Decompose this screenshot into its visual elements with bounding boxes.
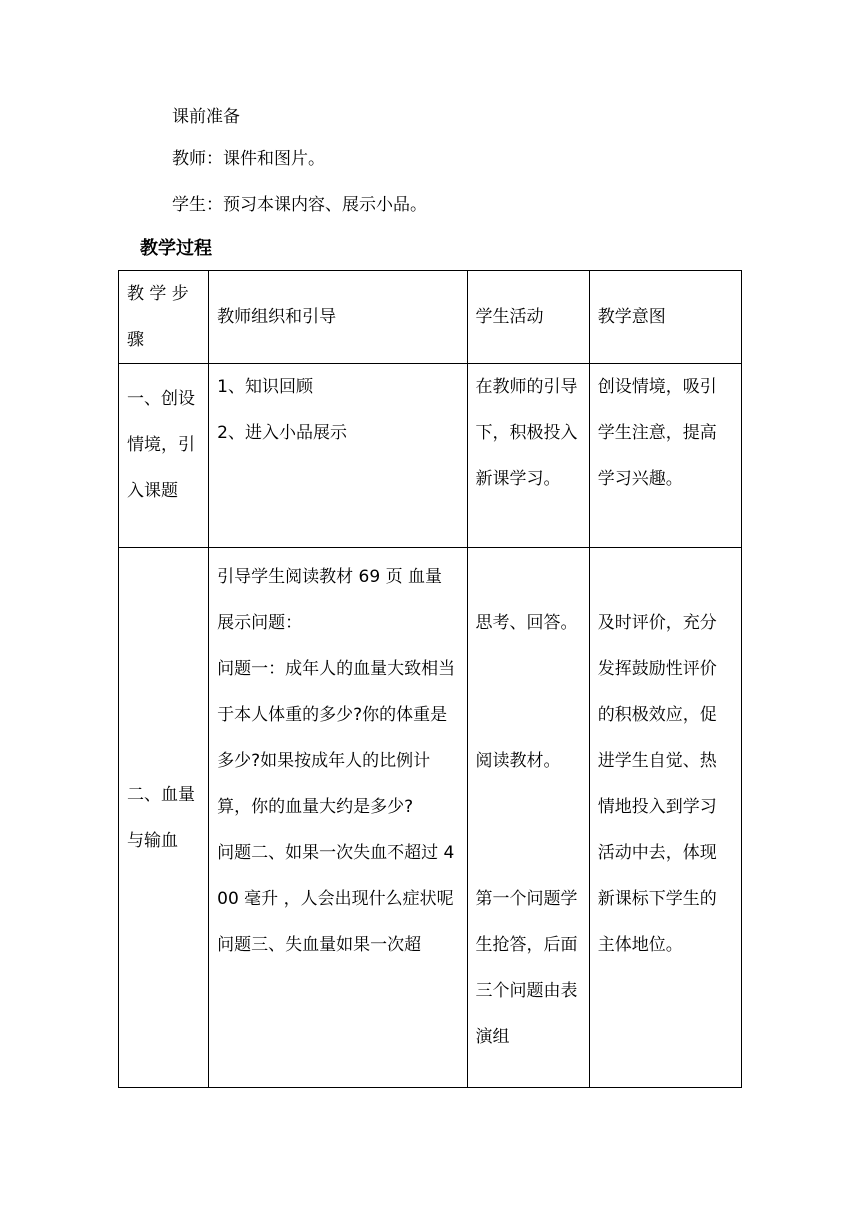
prep-title: 课前准备 xyxy=(172,107,240,127)
header-guide: 教师组织和引导 xyxy=(209,271,467,364)
row2-step: 二、血量与输血 xyxy=(119,548,209,1088)
header-activity: 学生活动 xyxy=(467,271,589,364)
row2-activity-line: 思考、回答。 xyxy=(475,613,578,633)
row1-guide-line: 1、知识回顾 xyxy=(217,377,313,397)
row2-guide-line: 引导学生阅读教材 69 页 血量 xyxy=(217,567,442,587)
row2-guide-line: 问题二、如果一次失血不超过 400 毫升 ，人会出现什么症状呢 xyxy=(217,843,455,909)
row2-guide-line: 问题一：成年人的血量大致相当于本人体重的多少?你的体重是多少?如果按成年人的比例计算，你的血量大约是多少? xyxy=(217,659,456,817)
row2-activity-line: 阅读教材。 xyxy=(475,751,561,771)
header-step: 教 学 步 骤 xyxy=(119,271,209,364)
row1-guide xyxy=(209,364,467,548)
lesson-table xyxy=(118,270,742,1088)
row1-step: 一、创设情境，引入课题 xyxy=(119,364,209,548)
row2-activity xyxy=(467,548,589,1088)
row1-guide-line: 2、进入小品展示 xyxy=(217,423,347,443)
table-row xyxy=(119,364,742,548)
row2-guide xyxy=(209,548,467,1088)
header-intent: 教学意图 xyxy=(589,271,741,364)
prep-teacher: 教师：课件和图片。 xyxy=(172,149,325,169)
process-heading: 教学过程 xyxy=(140,238,212,259)
row1-intent: 创设情境，吸引学生注意，提高学习兴趣。 xyxy=(589,364,741,548)
row2-intent: 及时评价，充分发挥鼓励性评价的积极效应，促进学生自觉、热情地投入到学习活动中去，体现新课标下学生的主体地位。 xyxy=(589,548,741,1088)
table-header-row xyxy=(119,271,742,364)
row2-guide-line: 展示问题： xyxy=(217,613,303,633)
row2-activity-line: 第一个问题学生抢答，后面三个问题由表演组 xyxy=(475,889,578,1047)
table-row xyxy=(119,548,742,1088)
prep-student: 学生：预习本课内容、展示小品。 xyxy=(172,195,427,215)
row1-activity: 在教师的引导下，积极投入新课学习。 xyxy=(467,364,589,548)
row2-guide-line: 问题三、失血量如果一次超 xyxy=(217,935,422,955)
